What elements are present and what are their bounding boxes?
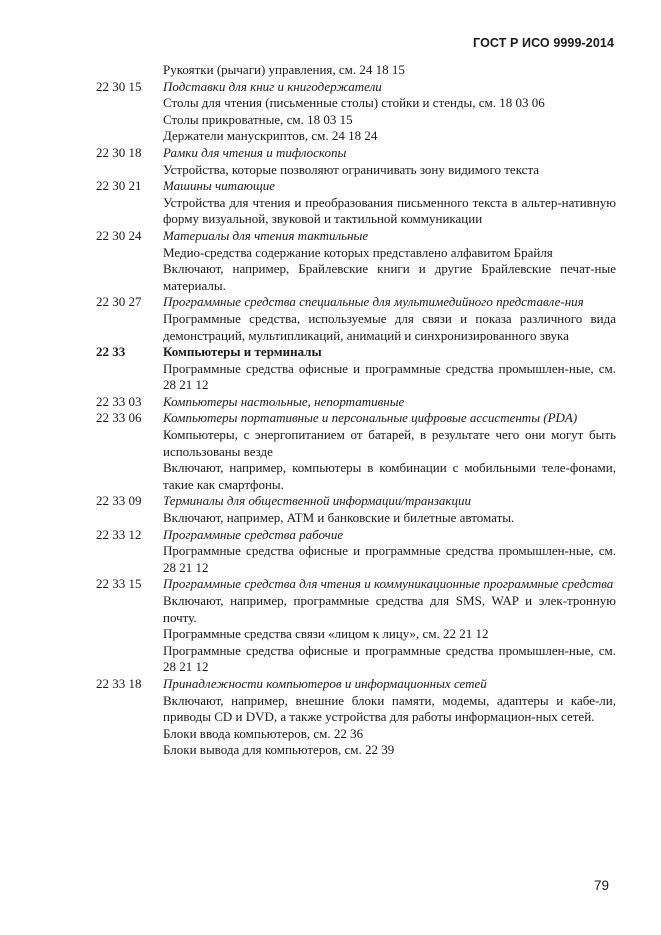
entry-text: Включают, например, внешние блоки памяти, модемы, адаптеры и кабе-ли, приводы CD и DVD, а также устройства для работы информацион-ных сетей. (163, 692, 616, 725)
entry-text: Держатели манускриптов, см. 24 18 24 (163, 128, 378, 144)
list-item (96, 195, 616, 228)
entry-code (96, 245, 163, 262)
list-item (96, 527, 616, 544)
entry-code (96, 626, 163, 643)
entry-text: Включают, например, Брайлевские книги и другие Брайлевские печат-ные материалы. (163, 261, 616, 293)
entry-code: 22 33 03 (96, 393, 142, 409)
page-number: 79 (593, 878, 609, 893)
entry-text: Включают, например, программные средства для SMS, WAP и элек-тронную почту. (163, 593, 616, 625)
entry-title: Принадлежности компьютеров и информационных сетей (163, 675, 487, 691)
list-item (96, 311, 616, 344)
entry-text: Программные средства, используемые для связи и показа различного вида демонстраций, мультипликаций, анимаций и синхронизированного звука (163, 310, 616, 343)
entry-title: Машины читающие (163, 178, 275, 194)
list-item (96, 245, 616, 262)
list-item (96, 593, 616, 626)
entry-title: Программные средства рабочие (163, 526, 344, 542)
entry-code (96, 643, 163, 676)
list-item (96, 294, 616, 311)
entry-code: 22 30 24 (96, 227, 142, 243)
document-header: ГОСТ Р ИСО 9999-2014 (473, 36, 614, 50)
list-item (96, 228, 616, 245)
entry-code: 22 33 18 (96, 675, 142, 691)
entry-code (96, 742, 163, 759)
entry-code: 22 33 15 (96, 576, 142, 592)
entry-text: Компьютеры, с энергопитанием от батарей, в результате чего они могут быть использованы везде (163, 427, 616, 459)
entry-code: 22 33 06 (96, 410, 142, 426)
entry-title: Программные средства для чтения и коммуникационные программные средства (163, 576, 614, 592)
entry-text: Включают, например, компьютеры в комбинации с мобильными теле-фонами, такие как смартфоны. (163, 460, 616, 492)
section-heading (96, 344, 616, 361)
entry-text: Медио-средства содержание которых представлено алфавитом Брайля (163, 244, 553, 260)
list-item (96, 410, 616, 427)
classification-list (96, 62, 616, 759)
entry-text: Блоки вывода для компьютеров, см. 22 39 (163, 742, 395, 758)
entry-text: Программные средства офисные и программные средства промышлен-ные, см. 28 21 12 (163, 642, 616, 675)
entry-title: Рамки для чтения и тифлоскопы (163, 144, 347, 160)
entry-title: Программные средства специальные для мультимедийного представле-ния (163, 294, 584, 310)
list-item (96, 128, 616, 145)
entry-code (96, 593, 163, 626)
entry-text: Программные средства офисные и программные средства промышлен-ные, см. 28 21 12 (163, 360, 616, 393)
entry-text: Блоки ввода компьютеров, см. 22 36 (163, 725, 364, 741)
section-code: 22 33 (96, 344, 126, 360)
entry-code (96, 128, 163, 145)
entry-text: Устройства, которые позволяют ограничивать зону видимого текста (163, 161, 540, 177)
list-item (96, 62, 616, 79)
list-item (96, 178, 616, 195)
list-item (96, 79, 616, 96)
entry-code (96, 311, 163, 344)
entry-code: 22 30 21 (96, 178, 142, 194)
list-item (96, 742, 616, 759)
list-item (96, 112, 616, 129)
list-item (96, 693, 616, 726)
entry-code (96, 543, 163, 576)
entry-title: Компьютеры портативные и персональные цифровые ассистенты (PDA) (163, 410, 578, 426)
list-item (96, 626, 616, 643)
entry-code: 22 30 27 (96, 294, 142, 310)
entry-title: Компьютеры настольные, непортативные (163, 393, 405, 409)
list-item (96, 95, 616, 112)
entry-code: 22 30 15 (96, 78, 142, 94)
entry-text: Столы прикроватные, см. 18 03 15 (163, 111, 353, 127)
list-item (96, 261, 616, 294)
entry-code: 22 33 09 (96, 493, 142, 509)
entry-code: 22 30 18 (96, 144, 142, 160)
list-item (96, 460, 616, 493)
list-item (96, 643, 616, 676)
entry-code (96, 510, 163, 527)
entry-code (96, 112, 163, 129)
section-title: Компьютеры и терминалы (163, 344, 322, 360)
entry-text: Программные средства связи «лицом к лицу», см. 22 21 12 (163, 626, 489, 642)
entry-code (96, 693, 163, 726)
entry-code (96, 95, 163, 112)
entry-code (96, 460, 163, 493)
entry-code (96, 261, 163, 294)
entry-code: 22 33 12 (96, 526, 142, 542)
list-item (96, 543, 616, 576)
entry-text: Включают, например, ATM и банковские и билетные автоматы. (163, 510, 515, 526)
list-item (96, 145, 616, 162)
entry-code (96, 162, 163, 179)
entry-text: Программные средства офисные и программные средства промышлен-ные, см. 28 21 12 (163, 543, 616, 575)
list-item (96, 394, 616, 411)
list-item (96, 726, 616, 743)
entry-title: Подставки для книг и книгодержатели (163, 78, 382, 94)
entry-code (96, 195, 163, 228)
list-item (96, 361, 616, 394)
list-item (96, 510, 616, 527)
entry-text: Устройства для чтения и преобразования письменного текста в альтер-нативную форму визуальной, звуковой и тактильной коммуникации (163, 194, 616, 227)
entry-code (96, 361, 163, 394)
list-item (96, 576, 616, 593)
entry-title: Терминалы для общественной информации/транзакции (163, 493, 471, 509)
entry-code (96, 62, 163, 79)
list-item (96, 493, 616, 510)
entry-text: Столы для чтения (письменные столы) стойки и стенды, см. 18 03 06 (163, 95, 545, 111)
list-item (96, 676, 616, 693)
entry-code (96, 427, 163, 460)
entry-text: Рукоятки (рычаги) управления, см. 24 18 15 (163, 62, 405, 77)
list-item (96, 162, 616, 179)
list-item (96, 427, 616, 460)
entry-code (96, 726, 163, 743)
entry-title: Материалы для чтения тактильные (163, 227, 369, 243)
